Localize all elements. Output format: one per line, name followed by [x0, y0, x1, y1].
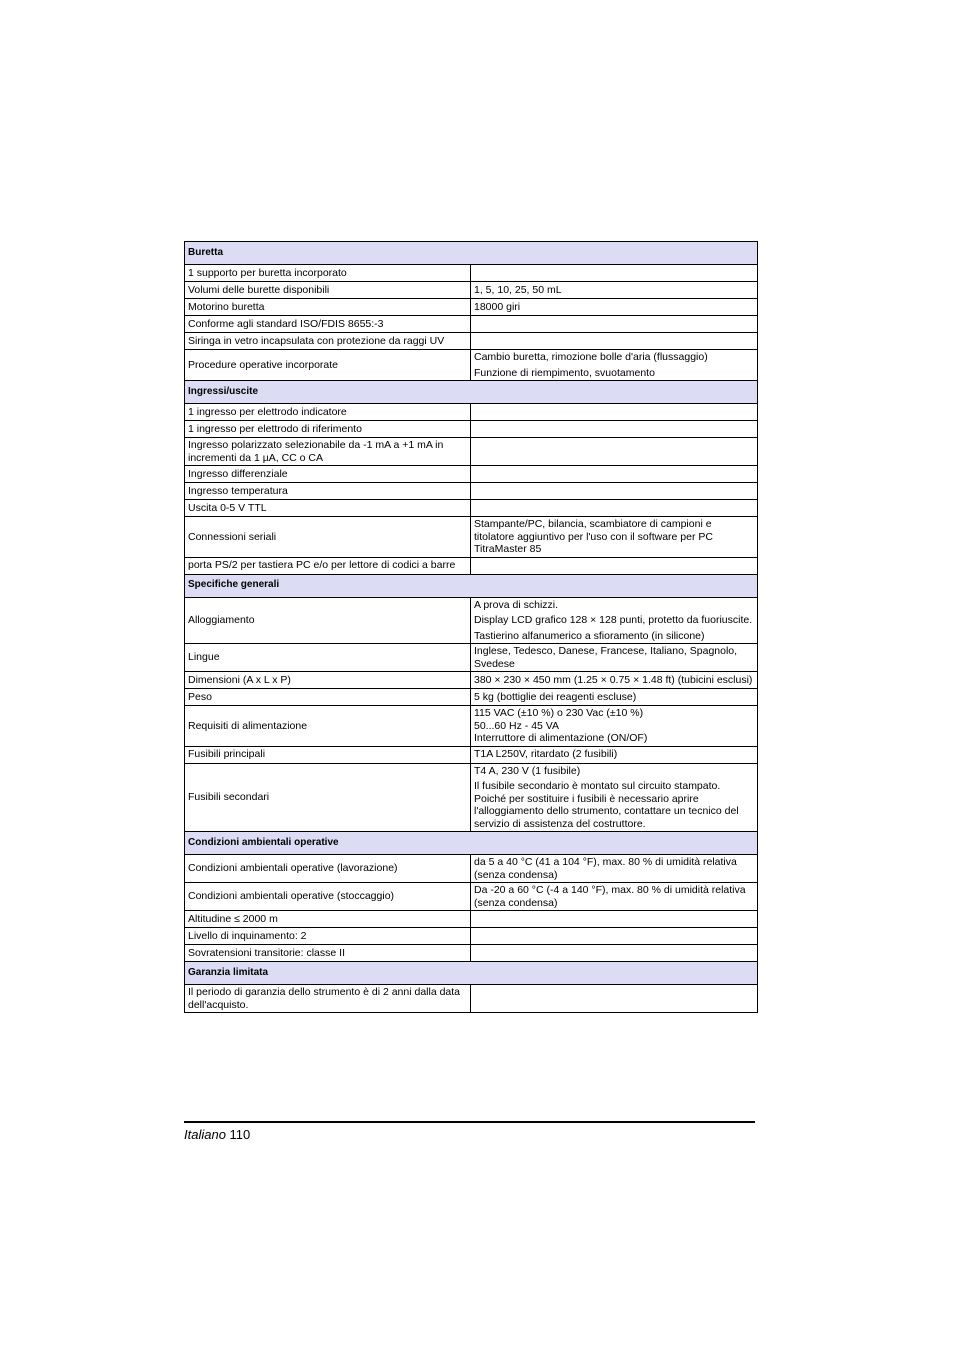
table-row: [185, 350, 758, 381]
spec-value-line: 50...60 Hz - 45 VA: [474, 719, 560, 732]
spec-label: Condizioni ambientali operative (lavorazione): [185, 855, 471, 883]
spec-label: Conforme agli standard ISO/FDIS 8655:-3: [185, 316, 471, 333]
spec-value-line: Da -20 a 60 °C (-4 a 140 °F), max. 80 % di umidità relativa (senza condensa): [474, 884, 746, 909]
spec-value: [471, 855, 758, 883]
table-row: [185, 517, 758, 558]
spec-label: Lingue: [185, 644, 471, 672]
spec-value-line: Il fusibile secondario è montato sul circuito stampato. Poiché per sostituire i fusibili è necessario aprire l'alloggiamento dello strumento, contattare un tecnico del servizio di assistenza del costruttore.: [474, 780, 739, 830]
spec-value: [471, 282, 758, 299]
specifications-table: [184, 241, 758, 1013]
table-row: [185, 316, 758, 333]
table-row: [185, 928, 758, 945]
table-row: [185, 706, 758, 747]
spec-value: [471, 985, 758, 1013]
spec-label: Ingresso polarizzato selezionabile da -1 mA a +1 mA in incrementi da 1 µA, CC o CA: [185, 438, 471, 466]
table-row: [185, 483, 758, 500]
spec-value: [471, 945, 758, 962]
spec-value-line: 1, 5, 10, 25, 50 mL: [474, 283, 562, 296]
section-title: Specifiche generali: [185, 574, 758, 597]
spec-value-line: da 5 a 40 °C (41 a 104 °F), max. 80 % di umidità relativa (senza condensa): [474, 856, 737, 881]
spec-label: 1 supporto per buretta incorporato: [185, 265, 471, 282]
table-row: [185, 689, 758, 706]
table-row: [185, 672, 758, 689]
spec-label: Ingresso differenziale: [185, 466, 471, 483]
spec-value-line: 115 VAC (±10 %) o 230 Vac (±10 %): [474, 707, 644, 719]
table-row: [185, 421, 758, 438]
spec-value-line: Cambio buretta, rimozione bolle d'aria (flussaggio): [474, 351, 708, 363]
spec-label: Il periodo di garanzia dello strumento è di 2 anni dalla data dell'acquisto.: [185, 985, 471, 1013]
section-header-row: [185, 242, 758, 265]
spec-label: porta PS/2 per tastiera PC e/o per lettore di codici a barre: [185, 557, 471, 574]
spec-value: [471, 672, 758, 689]
spec-value: [471, 706, 758, 747]
table-row: [185, 557, 758, 574]
spec-value: [471, 883, 758, 911]
spec-value-line: Tastierino alfanumerico a sfioramento (in silicone): [474, 629, 705, 642]
spec-value: [471, 644, 758, 672]
spec-value-line: Inglese, Tedesco, Danese, Francese, Italiano, Spagnolo, Svedese: [474, 645, 738, 670]
footer-language: Italiano: [184, 1127, 226, 1142]
section-title: Condizioni ambientali operative: [185, 832, 758, 855]
spec-value: [471, 466, 758, 483]
spec-value: [471, 763, 758, 832]
spec-label: Fusibili secondari: [185, 763, 471, 832]
spec-label: Requisiti di alimentazione: [185, 706, 471, 747]
spec-label: Siringa in vetro incapsulata con protezione da raggi UV: [185, 333, 471, 350]
spec-value: [471, 404, 758, 421]
section-header-row: [185, 962, 758, 985]
spec-label: Dimensioni (A x L x P): [185, 672, 471, 689]
spec-value: [471, 438, 758, 466]
spec-value: [471, 421, 758, 438]
footer-rule: [184, 1121, 755, 1123]
table-row: [185, 466, 758, 483]
spec-value: [471, 746, 758, 763]
spec-value: [471, 483, 758, 500]
spec-label: Ingresso temperatura: [185, 483, 471, 500]
spec-value-line: T4 A, 230 V (1 fusibile): [474, 764, 581, 777]
spec-value-line: A prova di schizzi.: [474, 598, 559, 611]
spec-label: Peso: [185, 689, 471, 706]
section-title: Buretta: [185, 242, 758, 265]
spec-value: [471, 333, 758, 350]
spec-value: [471, 597, 758, 644]
spec-label: Altitudine ≤ 2000 m: [185, 911, 471, 928]
spec-value: [471, 316, 758, 333]
table-row: [185, 911, 758, 928]
spec-label: Livello di inquinamento: 2: [185, 928, 471, 945]
spec-value: [471, 299, 758, 316]
spec-value: [471, 500, 758, 517]
table-row: [185, 282, 758, 299]
table-row: [185, 404, 758, 421]
spec-value: [471, 557, 758, 574]
spec-value-line: Display LCD grafico 128 × 128 punti, protetto da fuoriuscite.: [474, 614, 753, 626]
spec-value-line: 380 × 230 × 450 mm (1.25 × 0.75 × 1.48 ft) (tubicini esclusi): [474, 673, 753, 686]
table-row: [185, 883, 758, 911]
spec-value-line: Interruttore di alimentazione (ON/OF): [474, 732, 648, 744]
spec-label: Condizioni ambientali operative (stoccaggio): [185, 883, 471, 911]
spec-label: Uscita 0-5 V TTL: [185, 500, 471, 517]
spec-value: [471, 928, 758, 945]
section-header-row: [185, 574, 758, 597]
spec-value-line: 5 kg (bottiglie dei reagenti escluse): [474, 690, 637, 703]
spec-value: [471, 350, 758, 381]
spec-value: [471, 517, 758, 558]
section-header-row: [185, 832, 758, 855]
spec-value-line: T1A L250V, ritardato (2 fusibili): [474, 748, 618, 761]
page-footer: [184, 1127, 250, 1142]
spec-label: 1 ingresso per elettrodo di riferimento: [185, 421, 471, 438]
table-row: [185, 746, 758, 763]
table-row: [185, 265, 758, 282]
table-row: [185, 855, 758, 883]
table-row: [185, 763, 758, 832]
table-row: [185, 299, 758, 316]
spec-value: [471, 265, 758, 282]
table-row: [185, 500, 758, 517]
spec-value-line: Stampante/PC, bilancia, scambiatore di campioni e titolatore aggiuntivo per l'uso con il software per PC TitraMaster 85: [474, 518, 713, 555]
spec-label: Alloggiamento: [185, 597, 471, 644]
table-row: [185, 985, 758, 1013]
spec-value-line: 18000 giri: [474, 300, 521, 313]
table-row: [185, 644, 758, 672]
spec-value-line: Funzione di riempimento, svuotamento: [474, 366, 655, 379]
spec-label: Volumi delle burette disponibili: [185, 282, 471, 299]
spec-value: [471, 689, 758, 706]
spec-value: [471, 911, 758, 928]
spec-label: Fusibili principali: [185, 746, 471, 763]
spec-label: Sovratensioni transitorie: classe II: [185, 945, 471, 962]
section-header-row: [185, 381, 758, 404]
spec-label: Motorino buretta: [185, 299, 471, 316]
table-row: [185, 945, 758, 962]
spec-label: Connessioni seriali: [185, 517, 471, 558]
footer-page-number: 110: [229, 1127, 251, 1142]
spec-label: Procedure operative incorporate: [185, 350, 471, 381]
spec-label: 1 ingresso per elettrodo indicatore: [185, 404, 471, 421]
table-row: [185, 333, 758, 350]
section-title: Ingressi/uscite: [185, 381, 758, 404]
section-title: Garanzia limitata: [185, 962, 758, 985]
table-row: [185, 438, 758, 466]
table-row: [185, 597, 758, 644]
